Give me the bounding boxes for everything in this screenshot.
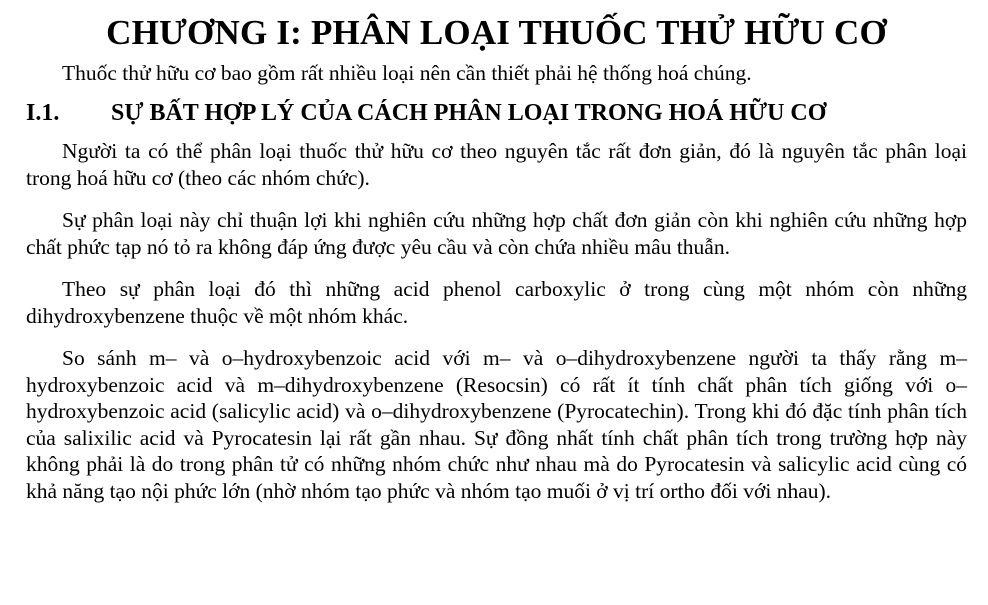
section-title: SỰ BẤT HỢP LÝ CỦA CÁCH PHÂN LOẠI TRONG HOÁ HỮU CƠ [111,100,827,126]
paragraph-classification-principle: Người ta có thể phân loại thuốc thử hữu cơ theo nguyên tắc rất đơn giản, đó là nguyên tắc phân loại trong hoá hữu cơ (theo các nhóm chức). [26,139,967,190]
paragraph-phenol-carboxylic: Theo sự phân loại đó thì những acid phenol carboxylic ở trong cùng một nhóm còn những dihydroxybenzene thuộc về một nhóm khác. [26,277,967,328]
intro-paragraph: Thuốc thử hữu cơ bao gồm rất nhiều loại nên cần thiết phải hệ thống hoá chúng. [62,61,752,85]
chapter-title: CHƯƠNG I: PHÂN LOẠI THUỐC THỬ HỮU CƠ [106,13,887,52]
paragraph-comparison: So sánh m– và o–hydroxybenzoic acid với m– và o–dihydroxybenzene người ta thấy rằng m–hydroxybenzoic acid và m–dihydroxybenzene (Resocsin) có rất ít tính chất phân tích giống với o–hydroxybenzoic acid (salicylic acid) và o–dihydroxybenzene (Pyrocatechin). Trong khi đó đặc tính phân tích của salixilic acid và Pyrocatesin lại rất gần nhau. Sự đồng nhất tính chất phân tích trong trường hợp này không phải là do trong phân tử có những nhóm chức như nhau mà do Pyrocatesin và salicylic acid cùng có khả năng tạo nội phức lớn (nhờ nhóm tạo phức và nhóm tạo muối ở vị trí ortho đối với nhau). [26,346,967,503]
section-heading [26,98,967,128]
section-number: I.1. [26,100,60,126]
paragraph-classification-limitation: Sự phân loại này chỉ thuận lợi khi nghiên cứu những hợp chất đơn giản còn khi nghiên cứu những hợp chất phức tạp nó tỏ ra không đáp ứng được yêu cầu và còn chứa nhiều mâu thuẫn. [26,208,967,259]
